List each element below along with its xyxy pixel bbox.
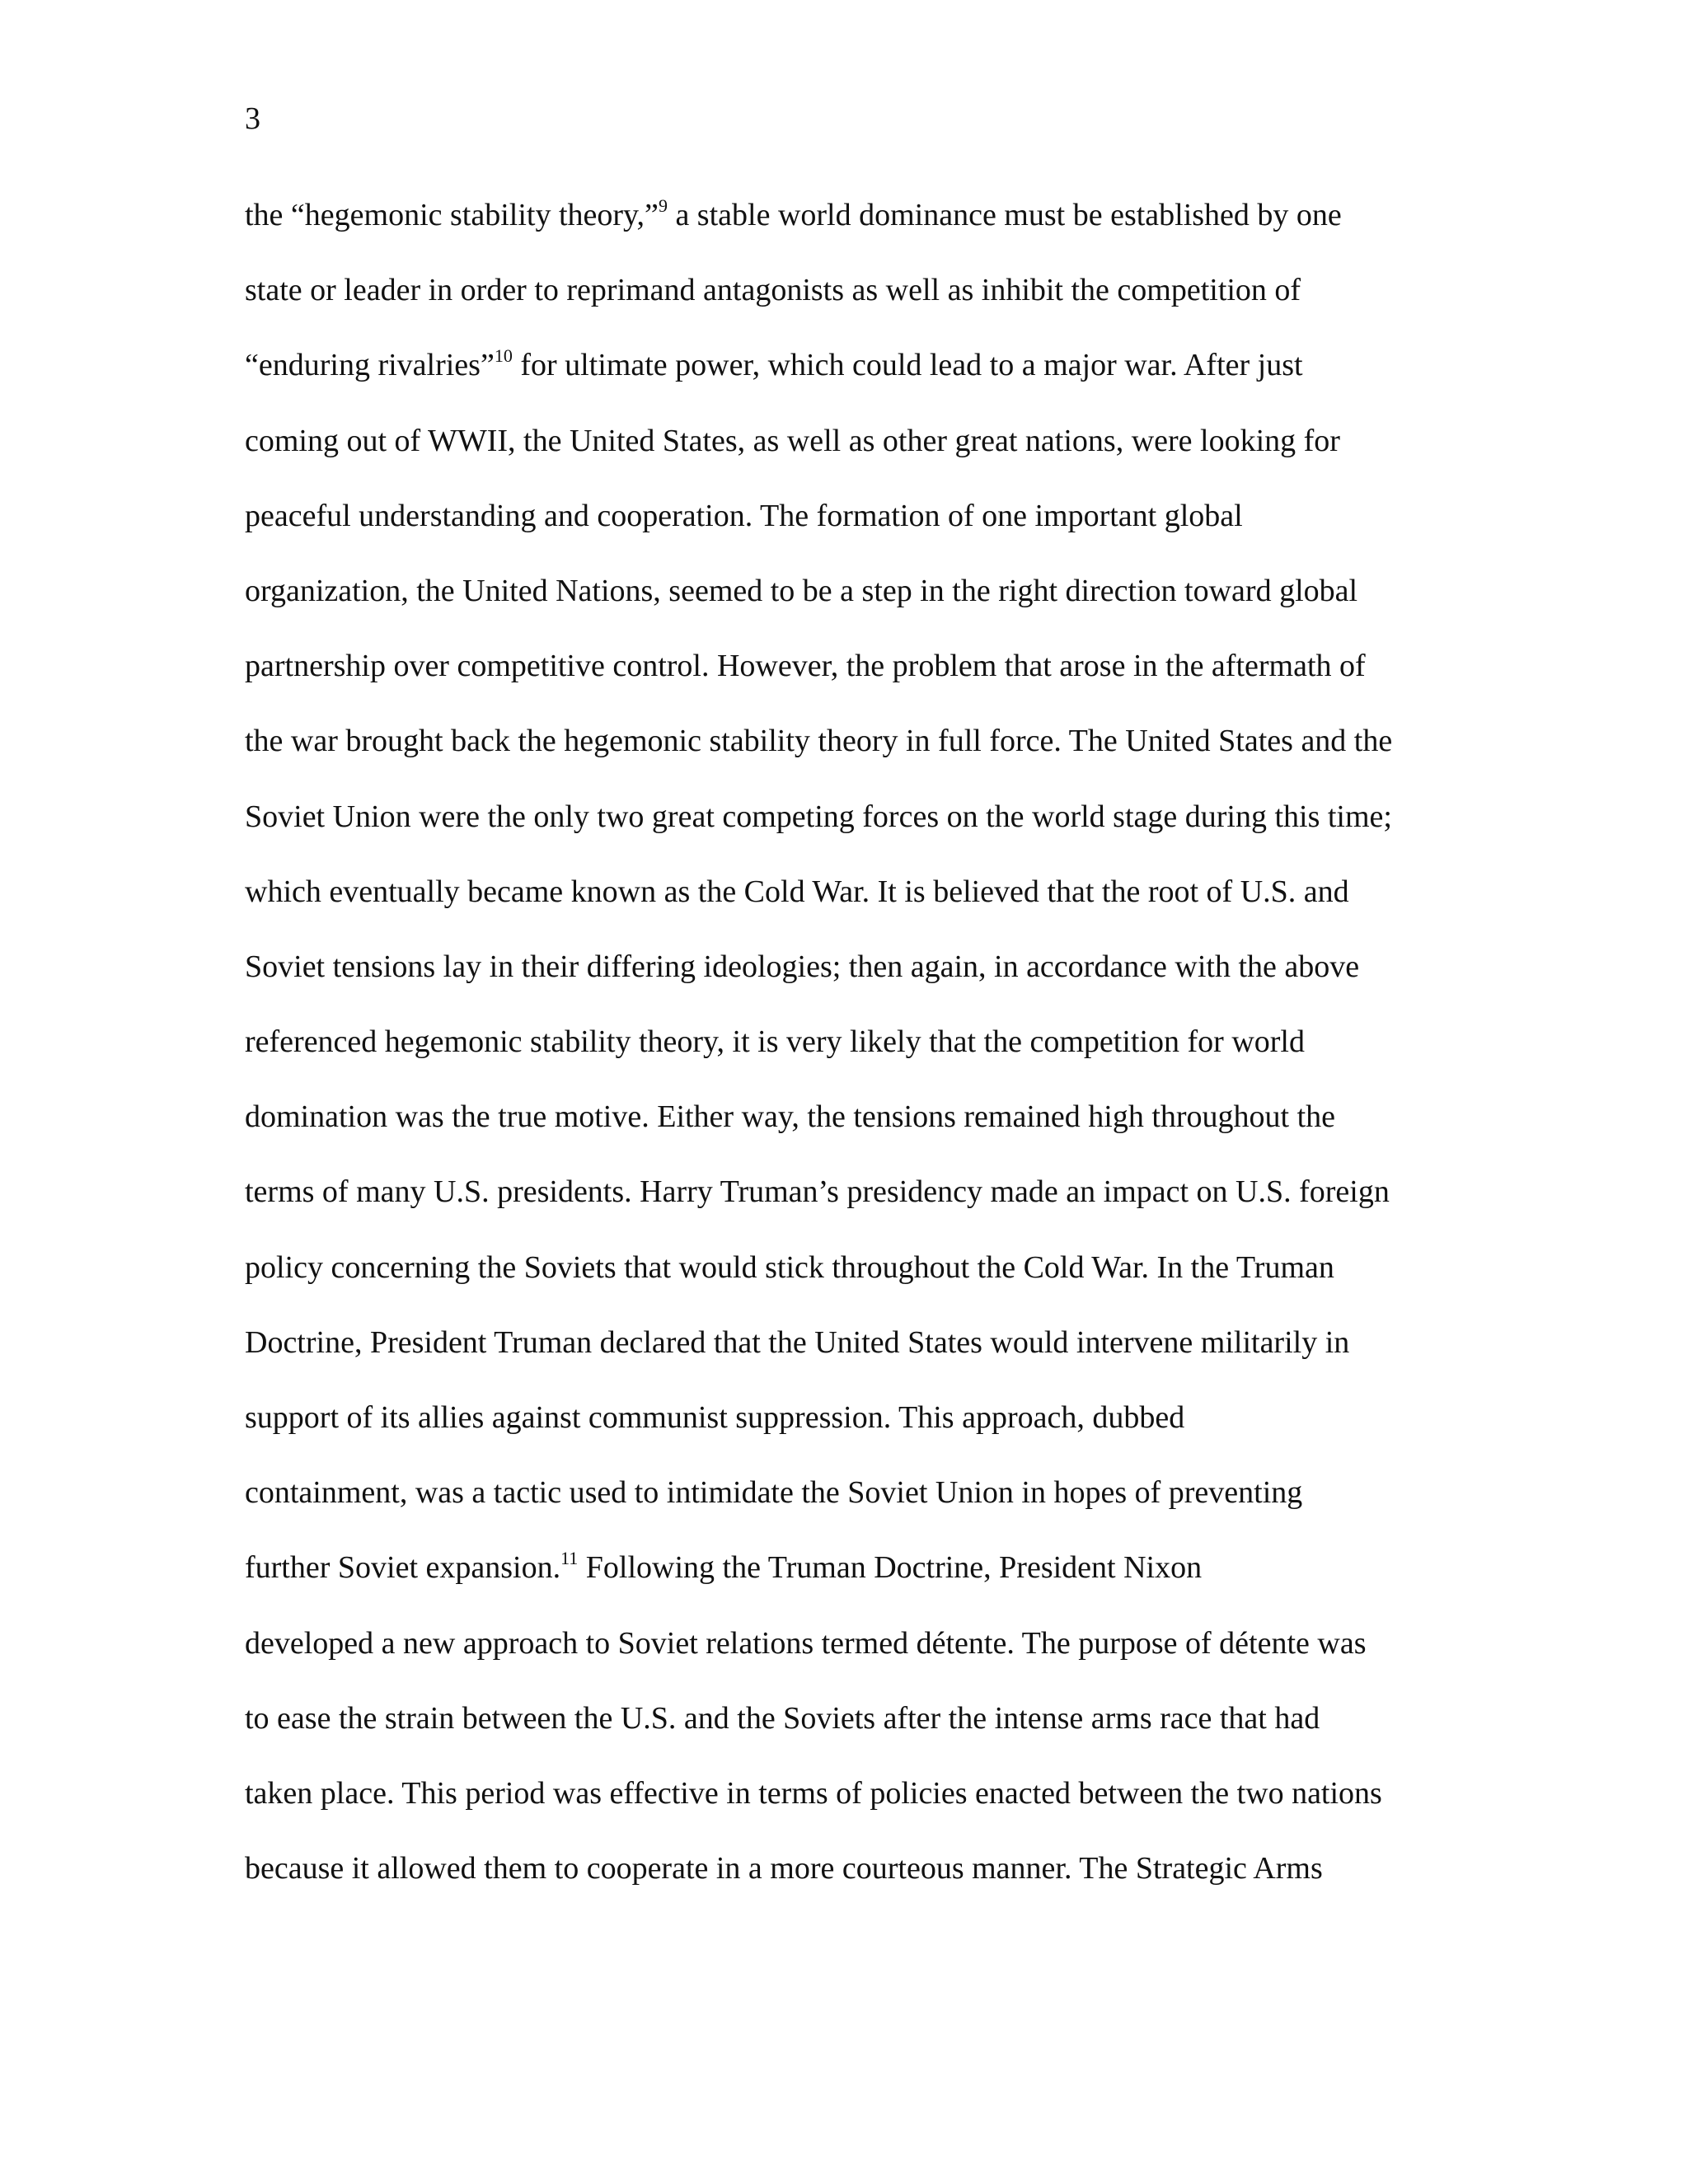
text-run: for ultimate power, which could lead to a major war. After just [512, 348, 1303, 383]
body-text [245, 194, 1448, 1923]
text-line [245, 796, 1448, 871]
text-run: containment, was a tactic used to intimidate the Soviet Union in hopes of preventing [245, 1475, 1303, 1511]
text-line [245, 269, 1448, 344]
text-line [245, 1623, 1448, 1698]
text-line [245, 344, 1448, 419]
text-line [245, 495, 1448, 570]
text-run: terms of many U.S. presidents. Harry Truman’s presidency made an impact on U.S. foreign [245, 1174, 1390, 1210]
text-run: “enduring rivalries” [245, 348, 495, 383]
text-run: Doctrine, President Truman declared that the United States would intervene militarily in [245, 1324, 1350, 1360]
text-run: the “hegemonic stability theory,” [245, 198, 659, 232]
text-run: to ease the strain between the U.S. and the Soviets after the intense arms race that had [245, 1700, 1320, 1736]
text-run: Soviet Union were the only two great competing forces on the world stage during this time; [245, 799, 1392, 834]
text-line [245, 1247, 1448, 1322]
text-run: a stable world dominance must be established by one [667, 198, 1342, 232]
text-line [245, 1472, 1448, 1547]
text-run: state or leader in order to reprimand antagonists as well as inhibit the competition of [245, 273, 1301, 308]
text-run: support of its allies against communist suppression. This approach, dubbed [245, 1400, 1185, 1435]
text-line [245, 570, 1448, 645]
text-line [245, 1397, 1448, 1472]
text-line [245, 1547, 1448, 1622]
text-run: Soviet tensions lay in their differing ideologies; then again, in accordance with the above [245, 949, 1360, 984]
text-line [245, 1773, 1448, 1848]
text-line [245, 1021, 1448, 1096]
footnote-marker: 11 [560, 1548, 579, 1569]
text-line [245, 946, 1448, 1021]
text-line [245, 1848, 1448, 1923]
text-run: developed a new approach to Soviet relations termed détente. The purpose of détente was [245, 1625, 1367, 1661]
text-line [245, 871, 1448, 946]
text-run: referenced hegemonic stability theory, it is very likely that the competition for world [245, 1024, 1305, 1060]
text-line [245, 1698, 1448, 1773]
text-run: peaceful understanding and cooperation. The formation of one important global [245, 498, 1243, 533]
text-run: further Soviet expansion. [245, 1550, 561, 1586]
text-run: policy concerning the Soviets that would stick throughout the Cold War. In the Truman [245, 1249, 1334, 1285]
text-run: Following the Truman Doctrine, President Nixon [578, 1550, 1203, 1586]
text-run: domination was the true motive. Either way, the tensions remained high throughout the [245, 1099, 1336, 1135]
text-run: partnership over competitive control. However, the problem that arose in the aftermath of [245, 649, 1366, 684]
text-line [245, 720, 1448, 795]
text-run: which eventually became known as the Cold War. It is believed that the root of U.S. and [245, 874, 1349, 909]
page-number: 3 [245, 101, 260, 136]
text-run: coming out of WWII, the United States, as well as other great nations, were looking for [245, 423, 1340, 458]
text-line [245, 1096, 1448, 1171]
footnote-marker: 10 [494, 345, 513, 367]
text-run: the war brought back the hegemonic stability theory in full force. The United States and the [245, 724, 1393, 759]
text-run: because it allowed them to cooperate in a more courteous manner. The Strategic Arms [245, 1851, 1323, 1886]
text-line [245, 1171, 1448, 1246]
text-line [245, 194, 1448, 269]
text-line [245, 1322, 1448, 1397]
text-line [245, 420, 1448, 495]
text-run: organization, the United Nations, seemed to be a step in the right direction toward global [245, 573, 1358, 608]
text-run: taken place. This period was effective in terms of policies enacted between the two nations [245, 1775, 1382, 1811]
footnote-marker: 9 [658, 195, 668, 216]
text-line [245, 645, 1448, 720]
